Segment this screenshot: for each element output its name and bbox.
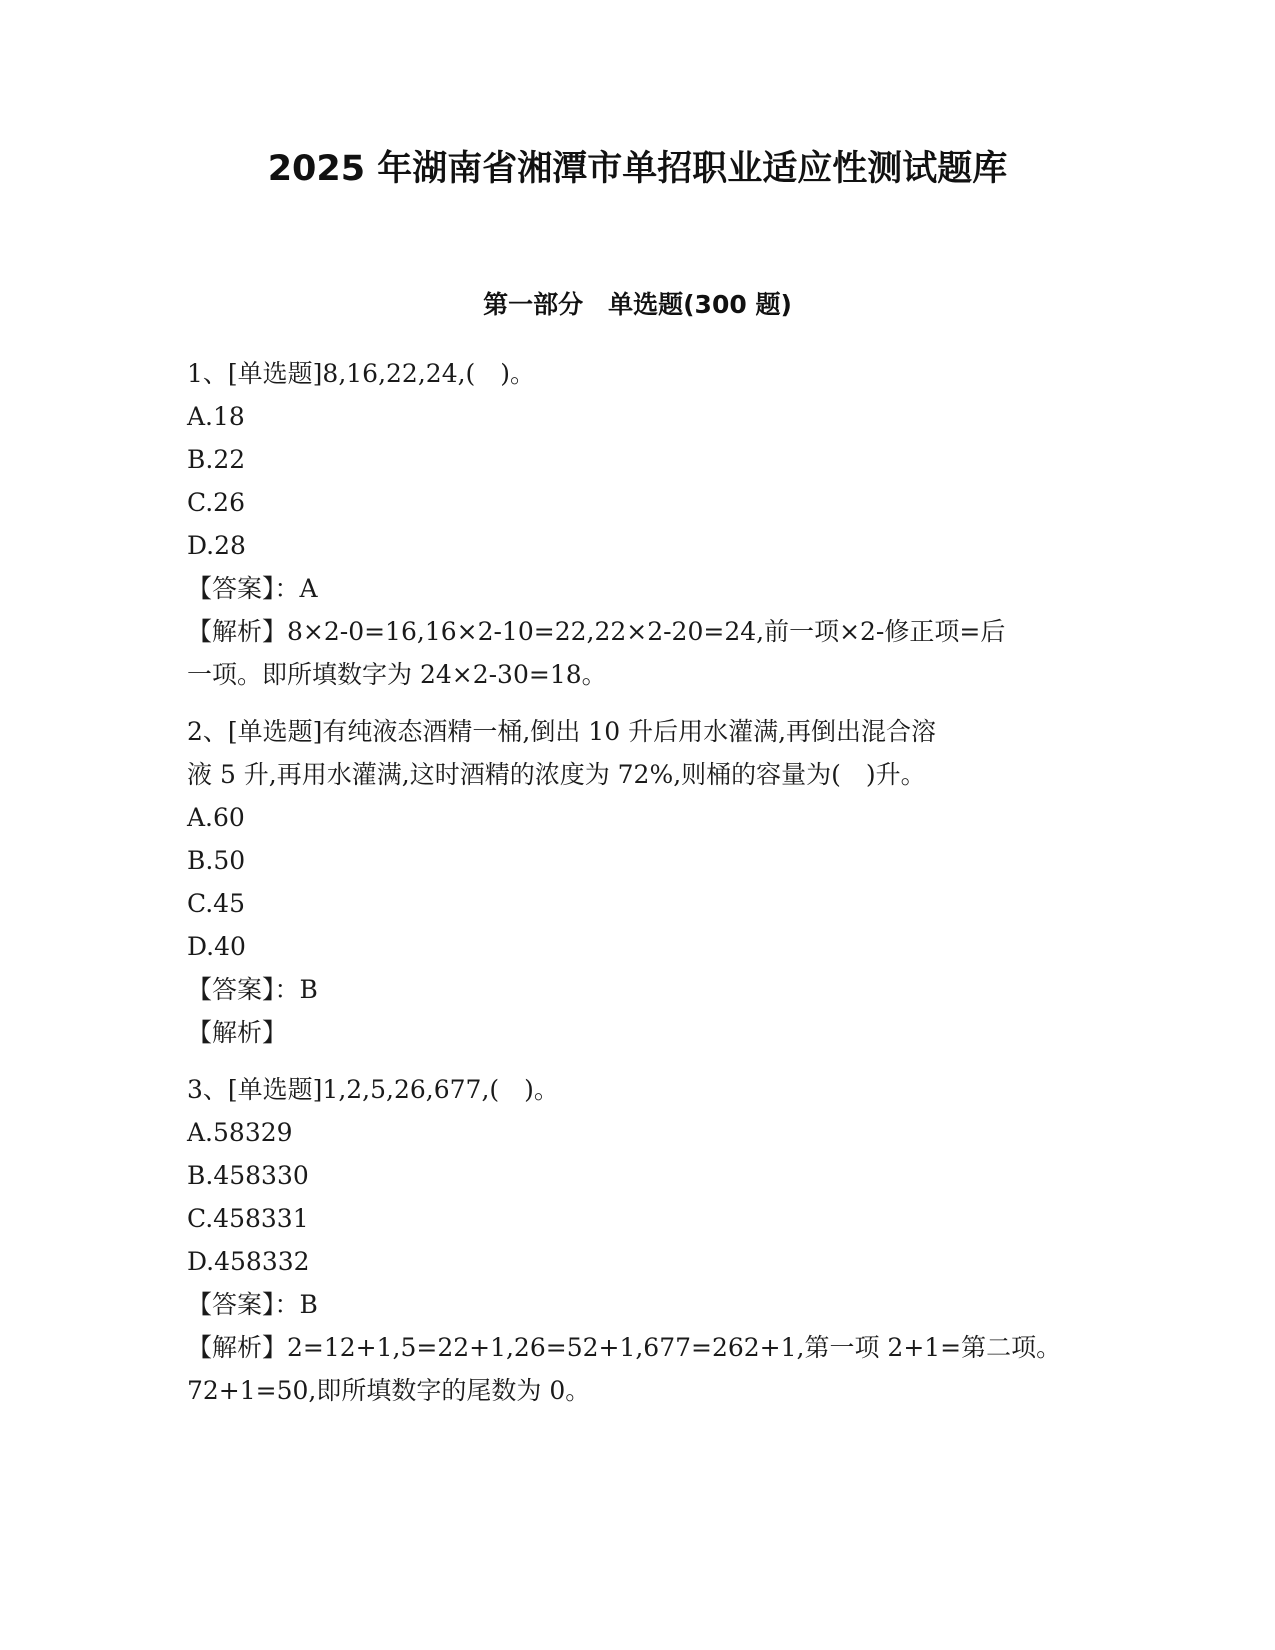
option-a: A.18	[187, 402, 245, 431]
question-stem: 3、[单选题]1,2,5,26,677,( )。	[187, 1075, 559, 1104]
question-stem: 液 5 升,再用水灌满,这时酒精的浓度为 72%,则桶的容量为( )升。	[187, 760, 926, 789]
option-c: C.45	[187, 889, 245, 918]
question-stem: 2、[单选题]有纯液态酒精一桶,倒出 10 升后用水灌满,再倒出混合溶	[187, 717, 937, 746]
option-d: D.458332	[187, 1247, 310, 1276]
question-3	[187, 1068, 1087, 1412]
answer-line: 【答案】：B	[187, 1290, 318, 1319]
option-b: B.22	[187, 445, 246, 474]
question-list	[187, 352, 1087, 1426]
answer-line: 【答案】：A	[187, 574, 318, 603]
analysis-line: 【解析】2=12+1,5=22+1,26=52+1,677=262+1,第一项 2+1=第二项。	[187, 1333, 1062, 1362]
answer-line: 【答案】：B	[187, 975, 318, 1004]
analysis-line: 【解析】8×2-0=16,16×2-10=22,22×2-20=24,前一项×2-修正项=后	[187, 617, 1006, 646]
option-c: C.458331	[187, 1204, 309, 1233]
question-stem: 1、[单选题]8,16,22,24,( )。	[187, 359, 536, 388]
question-2	[187, 710, 1087, 1054]
option-d: D.40	[187, 932, 246, 961]
option-b: B.50	[187, 846, 246, 875]
option-a: A.58329	[187, 1118, 293, 1147]
analysis-line: 72+1=50,即所填数字的尾数为 0。	[187, 1376, 591, 1405]
analysis-line: 【解析】	[187, 1018, 288, 1047]
section-heading: 第一部分 单选题(300 题)	[483, 290, 792, 319]
option-a: A.60	[187, 803, 245, 832]
analysis-line: 一项。即所填数字为 24×2-30=18。	[187, 660, 607, 689]
option-d: D.28	[187, 531, 246, 560]
option-b: B.458330	[187, 1161, 309, 1190]
document-title: 2025 年湖南省湘潭市单招职业适应性测试题库	[267, 149, 1008, 189]
option-c: C.26	[187, 488, 245, 517]
question-1	[187, 352, 1087, 696]
